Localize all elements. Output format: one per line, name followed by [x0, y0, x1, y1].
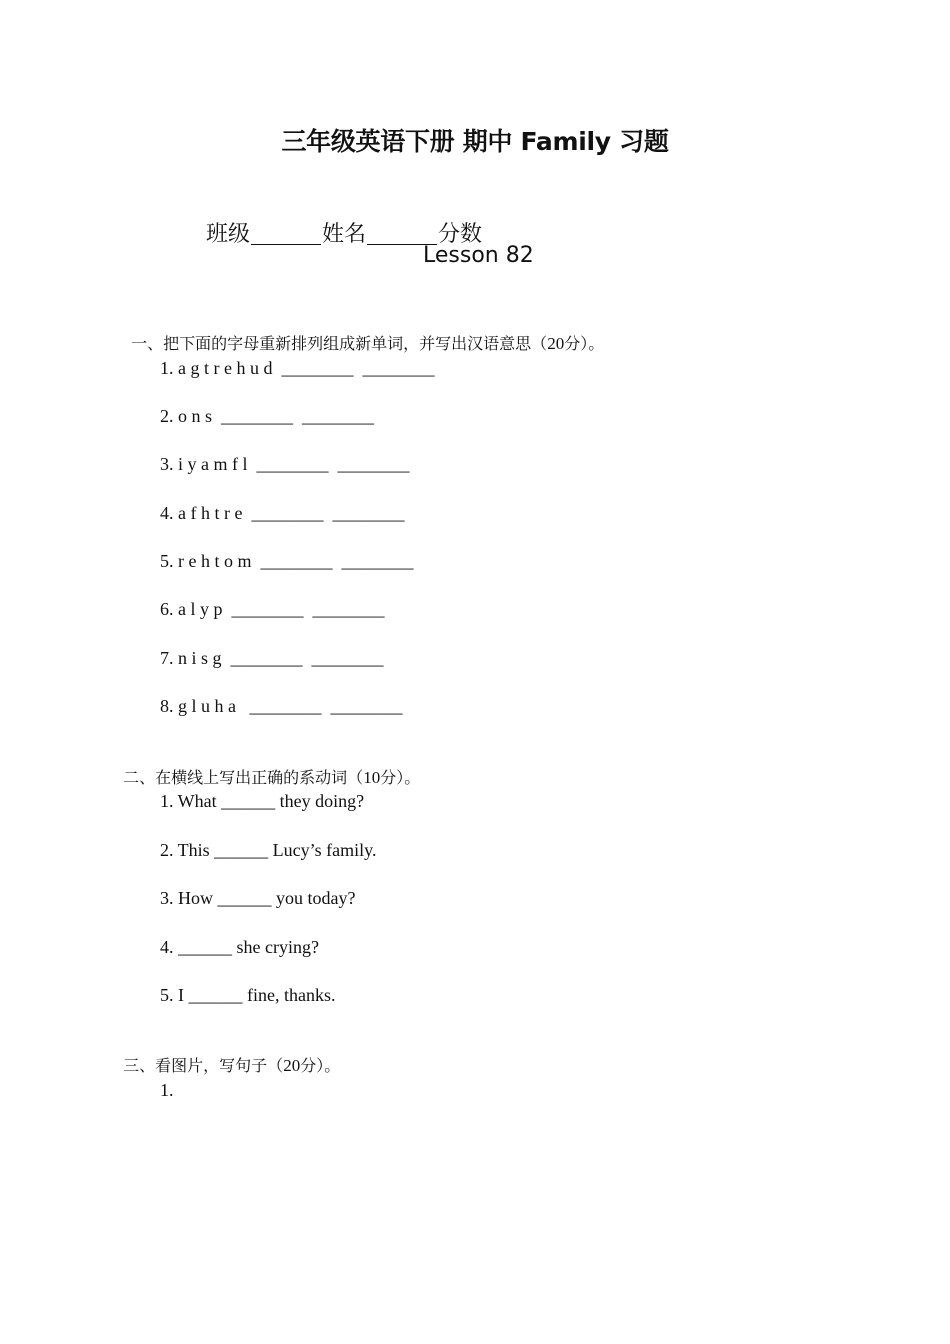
section-2-suffix: 分）。: [380, 768, 421, 787]
lesson-heading: Lesson 82: [423, 243, 534, 268]
section-1-item: 4. a f h t r e ________ ________: [160, 503, 405, 523]
section-3-heading: [113, 1034, 340, 1076]
section-2-item: 1. What ______ they doing?: [160, 791, 365, 811]
section-2-points: 10: [363, 768, 381, 787]
section-1-item: 1. a g t r e h u d ________ ________: [160, 358, 435, 378]
class-blank[interactable]: [251, 222, 321, 245]
section-3-prefix: 三、看图片，写句子（: [123, 1056, 284, 1075]
section-1-heading: [121, 312, 604, 354]
section-1-item: 8. g l u h a ________ ________: [160, 696, 403, 716]
class-label: 班级: [206, 222, 251, 247]
section-2-item: 4. ______ she crying?: [160, 937, 319, 957]
section-3-points: 20: [283, 1056, 301, 1075]
student-info-line: [192, 192, 482, 248]
section-1-item: 7. n i s g ________ ________: [160, 648, 384, 668]
section-1-item: 2. o n s ________ ________: [160, 406, 375, 426]
section-2-prefix: 二、在横线上写出正确的系动词（: [123, 768, 364, 787]
section-1-points: 20: [547, 334, 565, 353]
section-2-item: 3. How ______ you today?: [160, 888, 356, 908]
section-3-suffix: 分）。: [300, 1056, 341, 1075]
section-2-item: 5. I ______ fine, thanks.: [160, 985, 336, 1005]
name-label: 姓名: [322, 222, 367, 247]
section-3-item: 1.: [160, 1080, 174, 1100]
name-blank[interactable]: [367, 222, 437, 245]
section-1-suffix: 分）。: [564, 334, 605, 353]
section-1-item: 3. i y a m f l ________ ________: [160, 454, 410, 474]
section-1-prefix: 一、把下面的字母重新排列组成新单词，并写出汉语意思（: [131, 334, 548, 353]
section-1-item: 6. a l y p ________ ________: [160, 599, 385, 619]
section-1-item: 5. r e h t o m ________ ________: [160, 551, 414, 571]
worksheet-title: 三年级英语下册 期中 Family 习题: [281, 127, 669, 156]
section-2-heading: [113, 746, 420, 788]
score-label: 分数: [438, 222, 483, 247]
section-2-item: 2. This ______ Lucy’s family.: [160, 840, 377, 860]
